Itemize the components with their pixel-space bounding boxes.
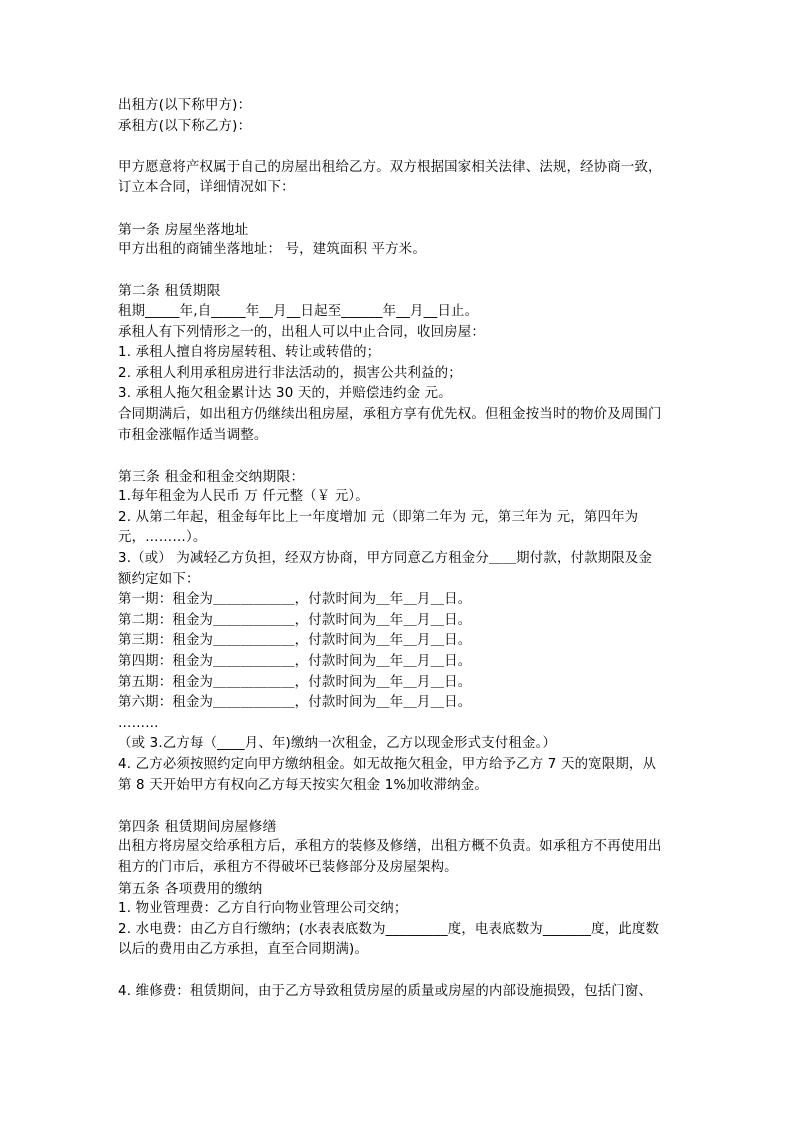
article-4-heading: 第四条 租赁期间房屋修缮 (118, 818, 277, 835)
rent-item-4-line-2: 第 8 天开始甲方有权向乙方每天按实欠租金 1%加收滞纳金。 (118, 777, 488, 793)
article-3-heading: 第三条 租金和租金交纳期限： (118, 468, 305, 485)
termination-item-2: 2. 承租人利用承租房进行非法活动的，损害公共利益的； (118, 365, 462, 381)
fee-item-1: 1. 物业管理费：乙方自行向物业管理公司交纳； (118, 901, 408, 917)
blank-line (118, 961, 678, 982)
repair-paragraph-line-1: 出租方将房屋交给承租方后，承租方的装修及修缮，出租方概不负责。如承租方不再使用出 (118, 839, 662, 855)
lease-term-line: 租期_____年,自_____年__月__日起至______年__月__日止。 (118, 303, 479, 319)
rent-item-3-line-2: 额约定如下： (118, 571, 200, 587)
installment-1: 第一期：租金为＿＿＿＿＿＿，付款时间为＿年＿月＿日。 (118, 592, 472, 608)
ellipsis-line: ……… (118, 715, 159, 731)
article-1-address: 甲方出租的商铺坐落地址： 号，建筑面积 平方米。 (118, 242, 426, 258)
rent-item-4-line-1: 4. 乙方必须按照约定向甲方缴纳租金。如无故拖欠租金，甲方给予乙方 7 天的宽限期，从 (118, 757, 657, 772)
lessee-label: 承租方(以下称乙方)： (118, 118, 252, 134)
rent-item-1: 1.每年租金为人民币 万 仟元整（￥ 元）。 (118, 489, 369, 505)
termination-intro: 承租人有下列情形之一的，出租人可以中止合同，收回房屋： (118, 324, 485, 340)
termination-item-1: 1. 承租人擅自将房屋转租、转让或转借的； (118, 345, 381, 361)
contract-document (118, 96, 678, 1002)
article-1-heading: 第一条 房屋坐落地址 (118, 221, 249, 238)
blank-line (118, 446, 678, 467)
installment-5: 第五期：租金为＿＿＿＿＿＿，付款时间为＿年＿月＿日。 (118, 674, 472, 690)
rent-item-2-line-1: 2. 从第二年起，租金每年比上一年度增加 元（即第二年为 元，第三年为 元，第四年为 (118, 509, 639, 525)
rent-item-3-alternative: （或 3.乙方每（____月、年)缴纳一次租金，乙方以现金形式支付租金。） (118, 736, 557, 752)
blank-line (118, 137, 678, 158)
blank-line (118, 261, 678, 282)
rent-item-3-line-1: 3.（或） 为减轻乙方负担，经双方协商，甲方同意乙方租金分＿＿期付款，付款期限及金 (118, 551, 653, 567)
installment-4: 第四期：租金为＿＿＿＿＿＿，付款时间为＿年＿月＿日。 (118, 654, 472, 670)
repair-paragraph-line-2: 租方的门市后，承租方不得破坏已装修部分及房屋架构。 (118, 859, 458, 875)
fee-item-2-line-1: 2. 水电费：由乙方自行缴纳；(水表表底数为_________度，电表底数为_______度，此度数 (118, 921, 660, 937)
blank-line (118, 199, 678, 220)
lessor-label: 出租方(以下称甲方)： (118, 98, 252, 113)
article-5-heading: 第五条 各项费用的缴纳 (118, 880, 263, 897)
installment-6: 第六期：租金为＿＿＿＿＿＿，付款时间为＿年＿月＿日。 (118, 695, 472, 711)
fee-item-2-line-2: 以后的费用由乙方承担，直至合同期满)。 (118, 942, 369, 958)
renewal-paragraph-line-2: 市租金涨幅作适当调整。 (118, 427, 268, 443)
blank-line (118, 796, 678, 817)
installment-3: 第三期：租金为＿＿＿＿＿＿，付款时间为＿年＿月＿日。 (118, 633, 472, 649)
termination-item-3: 3. 承租人拖欠租金累计达 30 天的，并赔偿违约金 元。 (118, 386, 452, 402)
intro-paragraph-line-2: 订立本合同，详细情况如下： (118, 180, 295, 196)
article-2-heading: 第二条 租赁期限 (118, 283, 221, 300)
renewal-paragraph-line-1: 合同期满后，如出租方仍继续出租房屋，承租方享有优先权。但租金按当时的物价及周围门 (118, 406, 662, 422)
intro-paragraph-line-1: 甲方愿意将产权属于自己的房屋出租给乙方。双方根据国家相关法律、法规，经协商一致， (118, 159, 662, 175)
rent-item-2-line-2: 元，………）。 (118, 530, 207, 546)
fee-item-4-line-1: 4. 维修费：租赁期间，由于乙方导致租赁房屋的质量或房屋的内部设施损毁，包括门窗、 (118, 983, 653, 999)
installment-2: 第二期：租金为＿＿＿＿＿＿，付款时间为＿年＿月＿日。 (118, 612, 472, 628)
